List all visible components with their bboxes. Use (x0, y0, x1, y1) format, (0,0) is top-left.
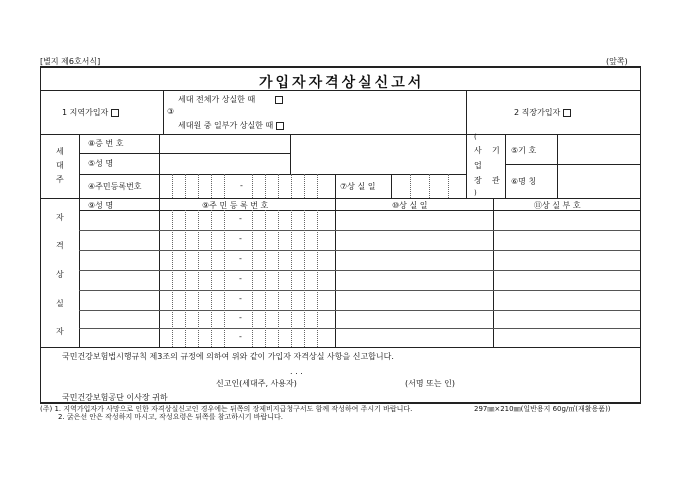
divider (391, 174, 392, 198)
cell-divider (198, 174, 199, 198)
cell-divider (198, 210, 199, 347)
frame-right (640, 66, 641, 403)
declaration-text: 국민건강보험법시행규칙 제3조의 규정에 의하여 위와 같이 가입자 자격상실 사항을 신고합니다. (62, 352, 394, 361)
cell-divider (211, 210, 212, 347)
household-name-label: ⑤성 명 (88, 159, 114, 168)
regional-checkbox[interactable] (111, 109, 119, 117)
option-all-checkbox[interactable] (275, 96, 283, 104)
row-line (79, 310, 641, 311)
workplace-v2: 사 (474, 146, 482, 155)
circle-three: ③ (167, 107, 175, 116)
cell-divider (224, 174, 225, 198)
section-divider (40, 198, 641, 199)
signature-label: (서명 또는 인) (405, 379, 455, 388)
cell-divider (304, 210, 305, 347)
member-dash: - (239, 332, 242, 341)
cell-divider (317, 210, 318, 347)
row-line (79, 290, 641, 291)
cell-divider (172, 210, 173, 347)
workplace-v5: ) (474, 189, 477, 197)
workplace-checkbox[interactable] (563, 109, 571, 117)
cell-divider (172, 174, 173, 198)
frame-left (40, 66, 41, 403)
members-col-name: ⑨성 명 (88, 201, 114, 210)
cell-divider (317, 174, 318, 198)
section-divider (40, 347, 641, 348)
form-title: 가입자자격상실신고서 (259, 75, 425, 91)
member-dash: - (239, 313, 242, 322)
cell-divider (429, 174, 430, 198)
cell-divider (252, 174, 253, 198)
page-side: (앞쪽) (606, 57, 628, 66)
workplace-v1: ( (474, 133, 477, 141)
members-v3: 상 (56, 270, 64, 279)
row-line (79, 328, 641, 329)
cell-divider (185, 174, 186, 198)
paper-spec: 297㎜×210㎜(일반용지 60g/㎡(재활용품)) (474, 405, 611, 413)
cell-divider (448, 174, 449, 198)
household-v2: 대 (56, 161, 64, 170)
workplace-option[interactable]: 2 직장가입자 (514, 107, 571, 118)
divider (159, 198, 160, 347)
option-all[interactable]: 세대 전체가 상실한 때 (178, 94, 283, 105)
row-line (79, 230, 641, 231)
divider (557, 134, 558, 198)
cell-divider (410, 174, 411, 198)
divider (290, 134, 291, 174)
members-col-date: ⑩상 실 일 (392, 201, 428, 210)
cell-divider (304, 174, 305, 198)
divider (79, 198, 80, 347)
cell-divider (291, 210, 292, 347)
frame-top (40, 66, 641, 68)
divider (505, 164, 641, 165)
cell-divider (185, 210, 186, 347)
form-number: [별지 제6호서식] (40, 57, 101, 66)
row-line (79, 250, 641, 251)
regional-option[interactable]: 1 지역가입자 (62, 107, 119, 118)
member-dash: - (239, 254, 242, 263)
cell-divider (265, 174, 266, 198)
divider (79, 153, 290, 154)
date-dots: . . . (290, 367, 303, 376)
members-col-reason: ⑪상 실 부 호 (534, 201, 581, 210)
section-divider (40, 134, 641, 135)
household-rrn-dash: - (240, 181, 243, 190)
divider (493, 198, 494, 347)
members-v4: 실 (56, 299, 64, 308)
note-2: 2. 굵은선 안은 작성하지 마시고, 작성요령은 뒤쪽를 참고하시기 바랍니다. (58, 413, 284, 421)
divider (159, 134, 160, 198)
household-v3: 주 (56, 175, 64, 184)
title-divider (40, 90, 641, 91)
option-part[interactable]: 세대원 중 일부가 상실한 때 (178, 120, 284, 131)
divider (79, 210, 641, 211)
reporter-label: 신고인(세대주, 사용자) (216, 379, 297, 388)
member-dash: - (239, 214, 242, 223)
cell-divider (278, 210, 279, 347)
household-id-label: ⑧증 번 호 (88, 139, 124, 148)
divider (466, 90, 467, 134)
members-v1: 자 (56, 213, 64, 222)
cell-divider (291, 174, 292, 198)
household-loss-date-label: ⑦상 실 일 (340, 182, 376, 191)
workplace-right-v1: 기 (492, 146, 500, 155)
divider (79, 134, 80, 198)
cell-divider (224, 210, 225, 347)
workplace-name-label: ⑥명 칭 (511, 177, 537, 186)
members-col-rrn: ⑨주 민 등 록 번 호 (202, 201, 269, 210)
members-v2: 격 (56, 241, 64, 250)
workplace-right-v2: 관 (492, 176, 500, 185)
workplace-v3: 업 (474, 161, 482, 170)
cell-divider (211, 174, 212, 198)
row-line (79, 270, 641, 271)
cell-divider (278, 174, 279, 198)
workplace-v4: 장 (474, 176, 482, 185)
cell-divider (265, 210, 266, 347)
cell-divider (252, 210, 253, 347)
divider (466, 134, 467, 198)
divider (79, 174, 466, 175)
member-dash: - (239, 274, 242, 283)
members-v5: 자 (56, 327, 64, 336)
member-dash: - (239, 294, 242, 303)
divider (335, 174, 336, 198)
household-rrn-label: ④주민등록번호 (88, 182, 142, 191)
divider (505, 134, 506, 198)
note-1: (주) 1. 지역가입자가 사망으로 인한 자격상실신고인 경우에는 뒤쪽의 장제비지급청구서도 함께 작성하여 주시기 바랍니다. (40, 405, 413, 413)
divider (335, 198, 336, 347)
member-dash: - (239, 234, 242, 243)
option-part-checkbox[interactable] (276, 122, 284, 130)
divider (163, 90, 164, 134)
household-v1: 세 (56, 147, 64, 156)
workplace-symbol-label: ⑤기 호 (511, 146, 537, 155)
recipient: 국민건강보험공단 이사장 귀하 (62, 393, 168, 402)
